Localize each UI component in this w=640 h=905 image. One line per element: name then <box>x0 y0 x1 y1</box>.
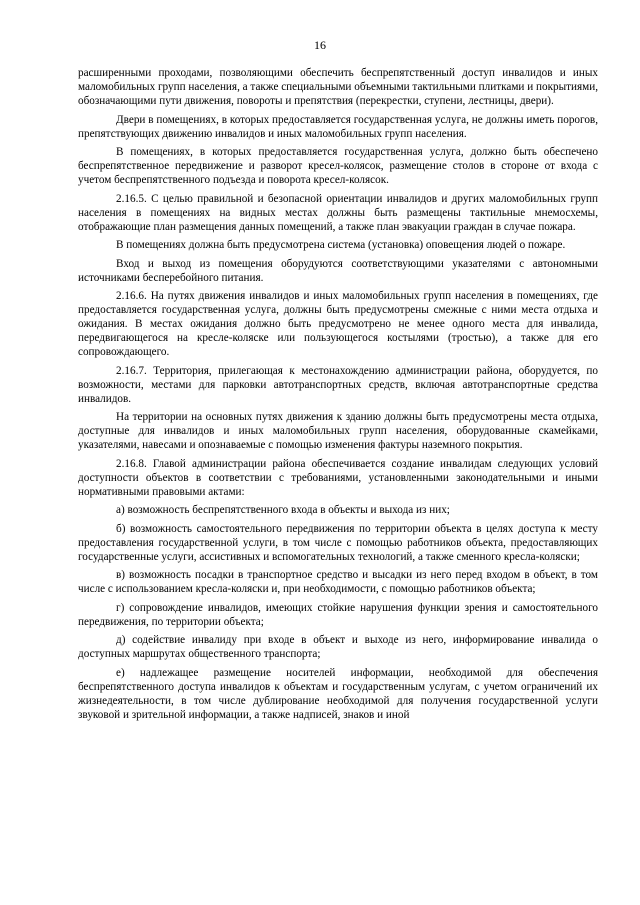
paragraph-doors: Двери в помещениях, в которых предоставляется государственная услуга, не должны иметь порогов, препятствующих движению инвалидов и иных маломобильных групп населения. <box>78 113 598 140</box>
paragraph-entrance-exit: Вход и выход из помещения оборудуются соответствующими указателями с автономными источниками бесперебойного питания. <box>78 257 598 284</box>
paragraph-fire-alarm: В помещениях должна быть предусмотрена система (установка) оповещения людей о пожаре. <box>116 239 566 251</box>
paragraph-2-16-8: 2.16.8. Главой администрации района обеспечивается создание инвалидам следующих условий доступности объектов в соответствии с требованиями, установленными законодательными и иными нормативными правовыми актами: <box>78 457 598 498</box>
paragraph-2-16-6: 2.16.6. На путях движения инвалидов и иных маломобильных групп населения в помещениях, где предоставляется государственная услуга, должны быть предусмотрены смежные с ними места отдыха и ожидания. В местах ожидания должно быть предусмотрено не менее одного места для инвалида, передвигающегося на кресле-коляске или пользующегося костылями (тростью), а также для его сопровождающего. <box>78 290 598 358</box>
paragraph-2-16-5: 2.16.5. С целью правильной и безопасной ориентации инвалидов и других маломобильных групп населения в помещениях на видных местах должны быть размещены тактильные мнемосхемы, отображающие план размещения данных помещений, а также план эвакуации граждан в случае пожара. <box>78 192 598 233</box>
paragraph-wheelchair-movement: В помещениях, в которых предоставляется государственная услуга, должно быть обеспечено беспрепятственное передвижение и разворот кресел-колясок, размещение столов в стороне от входа с учетом беспрепятственного подъезда и поворота кресел-колясок. <box>78 146 598 186</box>
list-item-g: г) сопровождение инвалидов, имеющих стойкие нарушения функции зрения и самостоятельного передвижения, по территории объекта; <box>78 601 598 628</box>
paragraph-2-16-7: 2.16.7. Территория, прилегающая к местонахождению администрации района, оборудуется, по возможности, местами для парковки автотранспортных средств, включая автотранспортные средства инвалидов. <box>78 364 598 405</box>
paragraph-continuation: расширенными проходами, позволяющими обеспечить беспрепятственный доступ инвалидов и иных маломобильных групп населения, а также специальными объемными тактильными плитками и покрытиями, обозначающими пути движения, повороты и препятствия (перекрестки, ступени, лестницы, двери). <box>78 67 598 107</box>
list-item-d: д) содействие инвалиду при входе в объект и выходе из него, информирование инвалида о доступных маршрутах общественного транспорта; <box>78 634 598 660</box>
list-item-e: е) надлежащее размещение носителей информации, необходимой для обеспечения беспрепятственного доступа инвалидов к объектам и государственным услугам, с учетом ограничений их жизнедеятельности, в том числе дублирование необходимой для получения государственной услуги звуковой и зрительной информации, а также надписей, знаков и иной <box>78 666 598 721</box>
list-item-a: а) возможность беспрепятственного входа в объекты и выхода из них; <box>116 504 450 516</box>
document-body <box>78 66 598 726</box>
page-number: 16 <box>314 38 326 52</box>
list-item-v: в) возможность посадки в транспортное средство и высадки из него перед входом в объект, в том числе с использованием кресла-коляски и, при необходимости, с помощью работников объекта; <box>78 569 598 595</box>
list-item-b: б) возможность самостоятельного передвижения по территории объекта в целях доступа к месту предоставления государственной услуги, в том числе с помощью работников объекта, предоставляющих государственные услуги, ассистивных и вспомогательных технологий, а также сменного кресла-коляски; <box>78 522 598 563</box>
paragraph-rest-areas: На территории на основных путях движения к зданию должны быть предусмотрены места отдыха, доступные для инвалидов и иных маломобильных групп населения, оборудованные скамейками, указателями, навесами и опознаваемые с помощью изменения фактуры наземного покрытия. <box>78 411 598 451</box>
